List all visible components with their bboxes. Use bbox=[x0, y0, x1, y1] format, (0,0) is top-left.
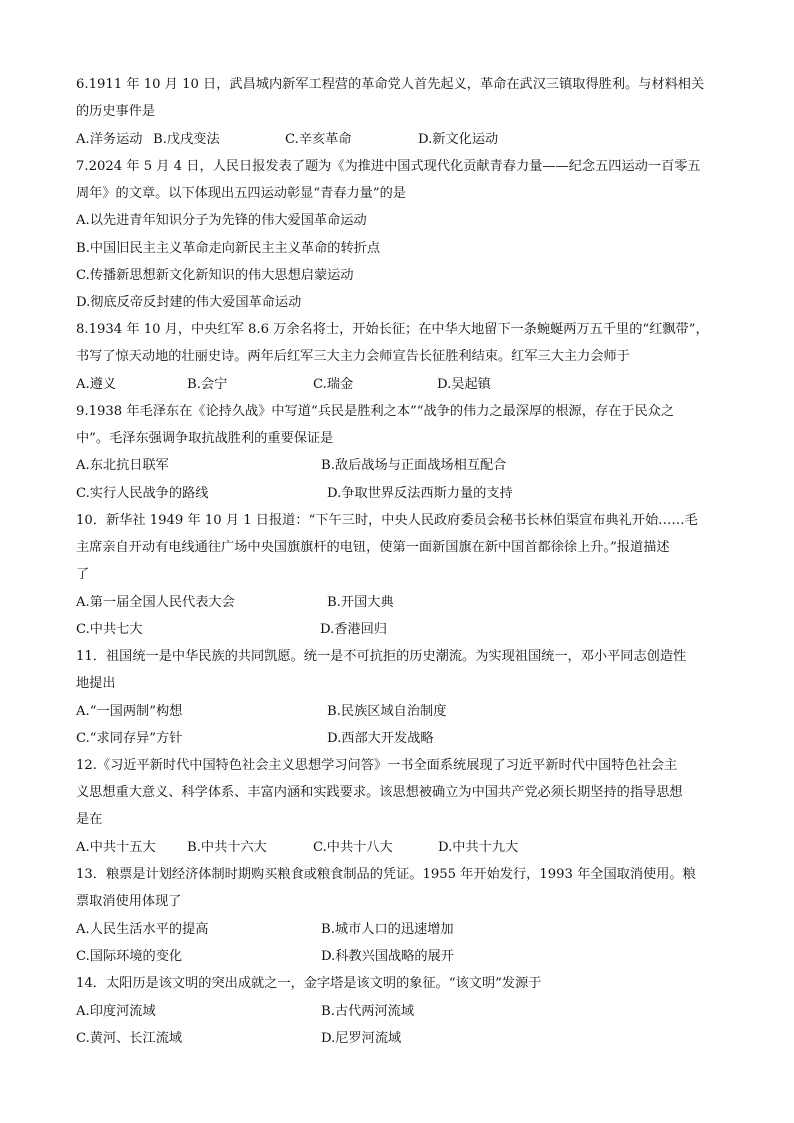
question-12-option-b: B.中共十六大 bbox=[187, 840, 267, 855]
question-7-stem-line-2: 周年》的文章。以下体现出五四运动彰显“青春力量”的是 bbox=[76, 186, 406, 201]
question-7-option-b: B.中国旧民主主义革命走向新民主主义革命的转折点 bbox=[76, 241, 381, 256]
question-6-option-d: D.新文化运动 bbox=[418, 132, 499, 147]
question-8-stem-line-2: 书写了惊天动地的壮丽史诗。两年后红军三大主力会师宣告长征胜利结束。红军三大主力会师于 bbox=[76, 349, 630, 364]
question-9-option-a: A.东北抗日联军 bbox=[76, 458, 169, 473]
question-7-option-d: D.彻底反帝反封建的伟大爱国革命运动 bbox=[76, 295, 302, 310]
question-6-option-a: A.洋务运动 bbox=[76, 132, 143, 147]
question-9-stem-line-2: 中”。毛泽东强调争取抗战胜利的重要保证是 bbox=[76, 431, 334, 446]
question-9-stem-line-1: 9.1938 年毛泽东在《论持久战》中写道“兵民是胜利之本”“战争的伟力之最深厚的根源，存在于民众之 bbox=[76, 404, 675, 419]
question-14-option-c: C.黄河、长江流域 bbox=[76, 1031, 183, 1046]
question-6-option-c: C.辛亥革命 bbox=[285, 132, 352, 147]
question-6-stem-line-1: 6.1911 年 10 月 10 日，武昌城内新军工程营的革命党人首先起义，革命在武汉三镇取得胜利。与材料相关 bbox=[76, 77, 705, 92]
question-10-option-d: D.香港回归 bbox=[320, 622, 388, 637]
question-12-option-a: A.中共十五大 bbox=[76, 840, 156, 855]
question-9-option-d: D.争取世界反法西斯力量的支持 bbox=[327, 486, 513, 501]
question-14-stem-line-1: 14．太阳历是该文明的突出成就之一，金字塔是该文明的象征。“该文明”发源于 bbox=[76, 976, 542, 991]
question-11-option-a: A.“一国两制”构想 bbox=[76, 704, 183, 719]
question-13-option-b: B.城市人口的迅速增加 bbox=[321, 922, 454, 937]
question-8-option-d: D.吴起镇 bbox=[437, 377, 491, 392]
question-11-stem-line-2: 地提出 bbox=[76, 676, 116, 691]
question-8-option-c: C.瑞金 bbox=[313, 377, 354, 392]
question-9-option-c: C.实行人民战争的路线 bbox=[76, 486, 209, 501]
question-7-stem-line-1: 7.2024 年 5 月 4 日，人民日报发表了题为《为推进中国式现代化贡献青春力量——纪念五四运动一百零五 bbox=[76, 159, 701, 174]
question-12-stem-line-2: 义思想重大意义、科学体系、丰富内涵和实践要求。该思想被确立为中国共产党必须长期坚持的指导思想 bbox=[76, 785, 683, 800]
question-7-option-c: C.传播新思想新文化新知识的伟大思想启蒙运动 bbox=[76, 268, 354, 283]
question-6-option-b: B.戊戌变法 bbox=[153, 132, 220, 147]
question-12-option-d: D.中共十九大 bbox=[438, 840, 519, 855]
question-8-stem-line-1: 8.1934 年 10 月，中央红军 8.6 万余名将士，开始长征；在中华大地留下一条蜿蜒两万五千里的“红飘带”， bbox=[76, 322, 709, 337]
question-10-option-a: A.第一届全国人民代表大会 bbox=[76, 595, 235, 610]
question-13-stem-line-1: 13．粮票是计划经济体制时期购买粮食或粮食制品的凭证。1955 年开始发行，1993 年全国取消使用。粮 bbox=[76, 867, 696, 882]
question-11-option-c: C.“求同存异”方针 bbox=[76, 731, 183, 746]
question-10-option-c: C.中共七大 bbox=[76, 622, 143, 637]
question-13-option-c: C.国际环境的变化 bbox=[76, 949, 183, 964]
question-8-option-a: A.遵义 bbox=[76, 377, 117, 392]
question-6-stem-line-2: 的历史事件是 bbox=[76, 104, 156, 119]
question-14-option-b: B.古代两河流域 bbox=[321, 1004, 415, 1019]
question-10-stem-line-3: 了 bbox=[76, 567, 90, 582]
question-10-option-b: B.开国大典 bbox=[327, 595, 394, 610]
question-9-option-b: B.敌后战场与正面战场相互配合 bbox=[321, 458, 507, 473]
question-12-option-c: C.中共十八大 bbox=[313, 840, 393, 855]
question-11-option-b: B.民族区域自治制度 bbox=[327, 704, 447, 719]
question-10-stem-line-2: 主席亲自开动有电线通往广场中央国旗旗杆的电钮，使第一面新国旗在新中国首都徐徐上升。”报道描述 bbox=[76, 540, 670, 555]
question-8-option-b: B.会宁 bbox=[187, 377, 228, 392]
question-11-stem-line-1: 11．祖国统一是中华民族的共同凯愿。统一是不可抗拒的历史潮流。为实现祖国统一，邓小平同志创造性 bbox=[76, 649, 687, 664]
question-13-option-d: D.科教兴国战略的展开 bbox=[321, 949, 454, 964]
question-11-option-d: D.西部大开发战略 bbox=[327, 731, 434, 746]
question-14-option-d: D.尼罗河流域 bbox=[321, 1031, 402, 1046]
question-10-stem-line-1: 10．新华社 1949 年 10 月 1 日报道：“下午三时，中央人民政府委员会秘书长林伯渠宣布典礼开始……毛 bbox=[76, 513, 698, 528]
question-13-stem-line-2: 票取消使用体现了 bbox=[76, 894, 182, 909]
question-14-option-a: A.印度河流域 bbox=[76, 1004, 156, 1019]
question-12-stem-line-1: 12.《习近平新时代中国特色社会主义思想学习问答》一书全面系统展现了习近平新时代中国特色社会主 bbox=[76, 758, 678, 773]
question-13-option-a: A.人民生活水平的提高 bbox=[76, 922, 209, 937]
question-7-option-a: A.以先进青年知识分子为先锋的伟大爱国革命运动 bbox=[76, 213, 367, 228]
question-12-stem-line-3: 是在 bbox=[76, 812, 103, 827]
